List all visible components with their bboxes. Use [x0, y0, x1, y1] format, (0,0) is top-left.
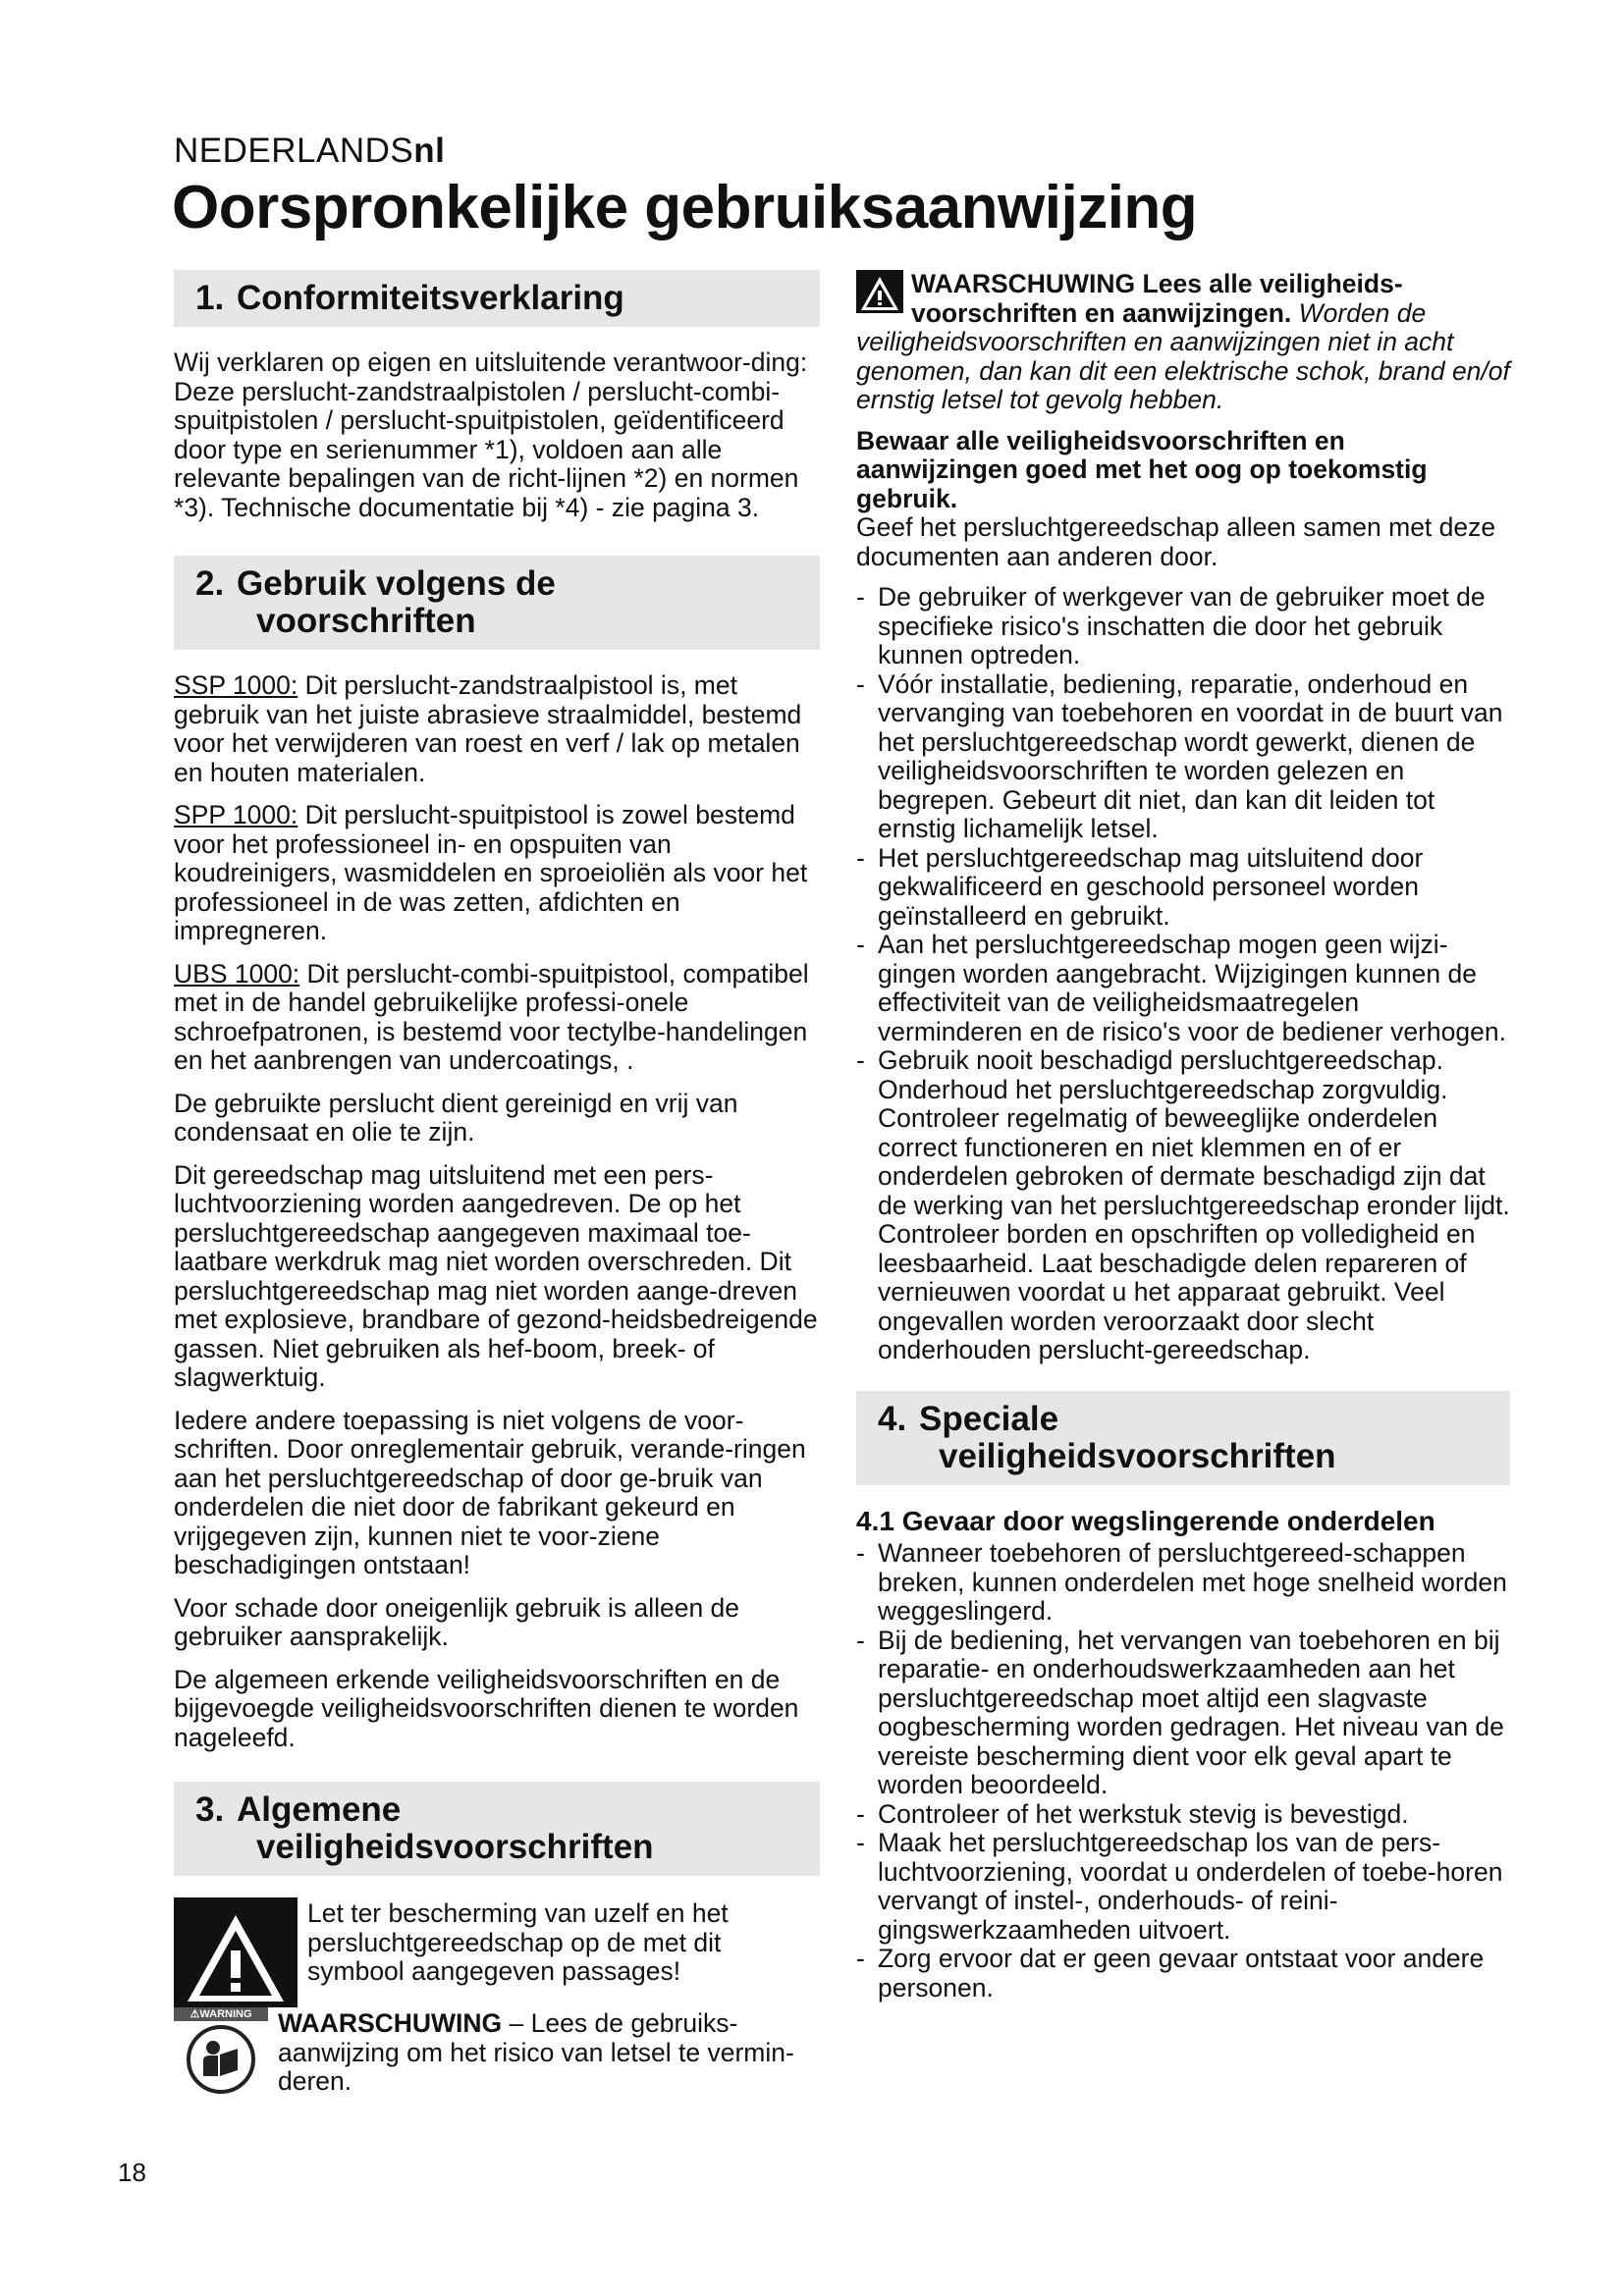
safety-bullets — [856, 583, 1510, 1365]
list-item: - De gebruiker of werkgever van de gebruiker moet de specifieke risico's inschatten die door het gebruik kunnen optreden. — [856, 583, 1510, 670]
list-item: - Vóór installatie, bediening, reparatie, onderhoud en vervanging van toebehoren en voordat in de buurt van het persluchtgereedschap wordt gewerkt, dienen de veiligheidsvoorschriften te worden gelezen en begrepen. Gebeurt dit niet, dan kan dit leiden tot ernstig lichamelijk letsel. — [856, 670, 1510, 844]
section-1-heading: 1. Conformiteitsverklaring — [174, 270, 820, 327]
list-item: - Maak het persluchtgereedschap los van de pers-luchtvoorziening, voordat u onderdelen of toebe-horen vervangt of instel-, onderhouds- of reini-gingswerkzaamheden uitvoert. — [856, 1829, 1510, 1945]
warning-triangle-icon — [174, 1897, 298, 2007]
section-4-heading: 4. Speciale veiligheidsvoorschriften — [856, 1391, 1510, 1485]
list-item: - Zorg ervoor dat er geen gevaar ontstaat voor andere personen. — [856, 1945, 1510, 2002]
projectile-bullets — [856, 1539, 1510, 2002]
manual-warning-text: WAARSCHUWING – Lees de gebruiks-aanwijzing om het risico van letsel te vermin-deren. — [278, 2008, 794, 2096]
keep-instructions: Bewaar alle veiligheidsvoorschriften en aanwijzingen goed met het oog op toekomstig gebruik. Geef het persluchtgereedschap alleen samen met deze documenten aan anderen door. — [856, 425, 1496, 571]
symbol-note: Let ter bescherming van uzelf en het persluchtgereedschap op de met dit symbool aangegeven passages! — [307, 1898, 729, 1986]
left-column — [174, 270, 820, 2110]
regulations-paragraph: De algemeen erkende veiligheidsvoorschriften en de bijgevoegde veiligheidsvoorschriften dienen te worden nageleefd. — [174, 1664, 799, 1752]
warning-symbol-block — [174, 1897, 820, 2007]
spp-paragraph: SPP 1000: Dit perslucht-spuitpistool is zowel bestemd voor het professioneel in- en opspuiten van koudreinigers, wasmiddelen en sproeioliën als voor het professioneel in de was zetten, afdichten en impregneren. — [174, 800, 808, 945]
manual-warning-block — [174, 2007, 820, 2110]
list-item: - Aan het persluchtgereedschap mogen geen wijzi-gingen worden aangebracht. Wijzigingen kunnen de effectiviteit van de veiligheidsmaatregelen verminderen en de risico's voor de bediener verhogen. — [856, 931, 1510, 1046]
misuse-paragraph: Iedere andere toepassing is niet volgens de voor-schriften. Door onreglementair gebruik, verande-ringen aan het persluchtgereedschap of door ge-bruik van onderdelen die niet door de fabrikant gekeurd en vrijgegeven zijn, kunnen niet te voor-ziene beschadigingen ontstaan! — [174, 1405, 806, 1579]
page-number: 18 — [118, 2158, 146, 2187]
list-item: - Het persluchtgereedschap mag uitsluitend door gekwalificeerd en geschoold personeel worden geïnstalleerd en gebruikt. — [856, 844, 1510, 932]
language-label: NEDERLANDSnl — [174, 132, 446, 170]
supply-paragraph: Dit gereedschap mag uitsluitend met een pers-luchtvoorziening worden aangedreven. De op het persluchtgereedschap aangegeven maximaal toe-laatbare werkdruk mag niet worden overschreden. Dit persluchtgereedschap mag niet worden aange-dreven met explosieve, brandbare of gezond-heidsbedreigende gassen. Niet gebruiken als hef-boom, breek- of slagwerktuig. — [174, 1159, 818, 1392]
air-quality-paragraph: De gebruikte perslucht dient gereinigd en vrij van condensaat en olie te zijn. — [174, 1088, 738, 1147]
right-column — [856, 270, 1510, 2002]
read-manual-icon: ⚠WARNING — [174, 2007, 268, 2110]
list-item: - Gebruik nooit beschadigd persluchtgereedschap. Onderhoud het persluchtgereedschap zorgvuldig. Controleer regelmatig of beweeglijke onderdelen correct functioneren en niet klemmen en of er onderdelen gebroken of dermate beschadigd zijn dat de werking van het persluchtgereedschap eronder lijdt. Controleer borden en opschriften op volledigheid en leesbaarheid. Laat beschadigde delen repareren of vernieuwen voordat u het apparaat gebruikt. Veel ongevallen worden veroorzaakt door slecht onderhouden perslucht-gereedschap. — [856, 1046, 1510, 1365]
section-3-heading: 3. Algemene veiligheidsvoorschriften — [174, 1782, 820, 1876]
page-title: Oorspronkelijke gebruiksaanwijzing — [172, 174, 1198, 241]
list-item: - Wanneer toebehoren of persluchtgereed-schappen breken, kunnen onderdelen met hoge snelheid worden weggeslingerd. — [856, 1539, 1510, 1627]
ssp-paragraph: SSP 1000: Dit perslucht-zandstraalpistool is, met gebruik van het juiste abrasieve straalmiddel, bestemd voor het verwijderen van roest en verf / lak op metalen en houten materialen. — [174, 670, 802, 787]
list-item: - Controleer of het werkstuk stevig is bevestigd. — [856, 1800, 1510, 1830]
section-1-body: Wij verklaren op eigen en uitsluitende verantwoor-ding: Deze perslucht-zandstraalpistolen / perslucht-combi-spuitpistolen / perslucht-spuitpistolen, geïdentificeerd door type en serienummer *1), voldoen aan alle relevante bepalingen van de richt-lijnen *2) en normen *3). Technische documentatie bij *4) - zie pagina 3. — [174, 347, 808, 522]
ubs-paragraph: UBS 1000: Dit perslucht-combi-spuitpistool, compatibel met in de handel gebruikelijke professi-onele schroefpatronen, is bestemd voor tectylbe-handelingen en het aanbrengen van undercoatings, . — [174, 958, 809, 1075]
general-warning: WAARSCHUWING Lees alle veiligheids-voorschriften en aanwijzingen. Worden de veiligheidsvoorschriften en aanwijzingen niet in acht genomen, dan kan dit een elektrische schok, brand en/of ernstig letsel tot gevolg hebben. — [856, 269, 1510, 414]
section-4-1-heading: 4.1 Gevaar door wegslingerende onderdelen — [856, 1505, 1435, 1536]
list-item: - Bij de bediening, het vervangen van toebehoren en bij reparatie- en onderhoudswerkzaamheden aan het persluchtgereedschap moet altijd een slagvaste oogbescherming worden gedragen. Het niveau van de vereiste bescherming dient voor elk geval apart te worden beoordeeld. — [856, 1627, 1510, 1800]
warning-small-icon — [856, 270, 903, 313]
liability-paragraph: Voor schade door oneigenlijk gebruik is alleen de gebruiker aansprakelijk. — [174, 1592, 740, 1651]
section-2-heading: 2. Gebruik volgens de voorschriften — [174, 556, 820, 650]
